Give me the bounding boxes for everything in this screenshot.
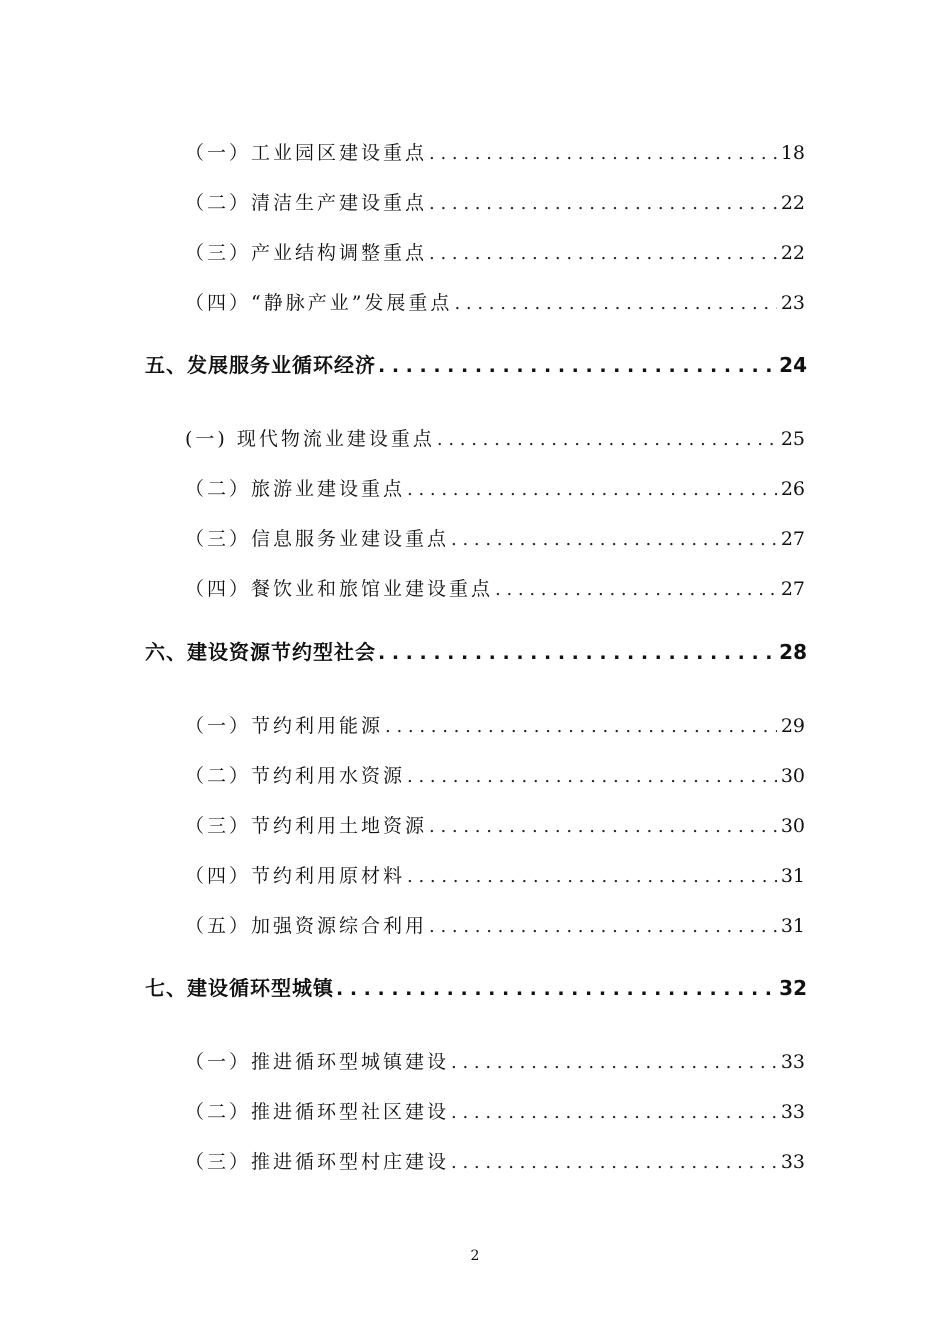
toc-entry-title: （三）产业结构调整重点 (185, 242, 428, 264)
toc-entry-title: （三）信息服务业建设重点 (185, 528, 450, 550)
toc-entry-page: 26 (780, 478, 805, 500)
toc-entry[interactable] (185, 861, 805, 888)
toc-entry-title: (一) 现代物流业建设重点 (185, 428, 435, 450)
dot-leader (407, 479, 777, 500)
toc-entry-title: （二）清洁生产建设重点 (185, 192, 428, 214)
toc-entry[interactable] (185, 574, 805, 601)
toc-entry[interactable] (185, 1047, 805, 1074)
dot-leader (451, 1052, 777, 1073)
toc-chapter-page: 28 (779, 640, 807, 664)
toc-entry-page: 23 (780, 292, 805, 314)
toc-entry-title: （一）节约利用能源 (185, 715, 384, 737)
toc-chapter-entry[interactable] (145, 972, 807, 1001)
toc-entry-title: （一）推进循环型城镇建设 (185, 1051, 450, 1073)
toc-entry-title: （二）推进循环型社区建设 (185, 1101, 450, 1123)
toc-entry-page: 22 (780, 192, 805, 214)
toc-entry[interactable] (185, 424, 805, 451)
toc-entry-page: 27 (780, 578, 805, 600)
toc-entry-page: 22 (780, 242, 805, 264)
toc-entry-page: 29 (780, 715, 805, 737)
toc-entry-title: （三）节约利用土地资源 (185, 815, 428, 837)
dot-leader (429, 916, 777, 937)
dot-leader (385, 716, 777, 737)
toc-entry[interactable] (185, 524, 805, 551)
toc-entry-page: 30 (780, 765, 805, 787)
dot-leader (429, 193, 777, 214)
toc-chapter-page: 24 (779, 353, 807, 377)
toc-entry[interactable] (185, 138, 805, 165)
dot-leader (429, 816, 777, 837)
toc-entry-page: 33 (780, 1101, 805, 1123)
dot-leader (378, 355, 775, 377)
toc-entry-page: 25 (780, 428, 805, 450)
toc-chapter-entry[interactable] (145, 636, 807, 665)
dot-leader (451, 529, 777, 550)
toc-entry-page: 33 (780, 1051, 805, 1073)
toc-entry-page: 18 (780, 142, 805, 164)
toc-entry-page: 31 (780, 865, 805, 887)
toc-entry[interactable] (185, 474, 805, 501)
toc-entry-page: 30 (780, 815, 805, 837)
dot-leader (451, 1102, 777, 1123)
toc-entry-title: （四）餐饮业和旅馆业建设重点 (185, 578, 494, 600)
dot-leader (407, 766, 777, 787)
toc-chapter-title: 六、建设资源节约型社会 (145, 640, 376, 664)
dot-leader (495, 579, 777, 600)
page-number: 2 (470, 1248, 480, 1264)
toc-entry[interactable] (185, 1097, 805, 1124)
dot-leader (378, 642, 775, 664)
toc-entry[interactable] (185, 911, 805, 938)
toc-entry-title: （五）加强资源综合利用 (185, 915, 428, 937)
dot-leader (454, 293, 776, 314)
toc-chapter-entry[interactable] (145, 349, 807, 378)
toc-chapter-title: 七、建设循环型城镇 (145, 976, 334, 1000)
toc-entry-title: （四）节约利用原材料 (185, 865, 406, 887)
toc-entry[interactable] (185, 288, 805, 315)
toc-entry-page: 31 (780, 915, 805, 937)
toc-entry-title: （四）“静脉产业”发展重点 (185, 292, 453, 314)
toc-chapter-page: 32 (779, 976, 807, 1000)
dot-leader (451, 1152, 777, 1173)
toc-entry-page: 27 (780, 528, 805, 550)
dot-leader (429, 243, 777, 264)
toc-entry-page: 33 (780, 1151, 805, 1173)
toc-entry-title: （二）节约利用水资源 (185, 765, 406, 787)
toc-entry[interactable] (185, 811, 805, 838)
dot-leader (429, 143, 777, 164)
toc-chapter-title: 五、发展服务业循环经济 (145, 353, 376, 377)
toc-entry[interactable] (185, 761, 805, 788)
toc-entry[interactable] (185, 238, 805, 265)
dot-leader (407, 866, 777, 887)
toc-entry-title: （一）工业园区建设重点 (185, 142, 428, 164)
dot-leader (336, 978, 775, 1000)
toc-entry[interactable] (185, 188, 805, 215)
toc-entry[interactable] (185, 711, 805, 738)
toc-entry[interactable] (185, 1147, 805, 1174)
dot-leader (437, 429, 777, 450)
toc-entry-title: （二）旅游业建设重点 (185, 478, 406, 500)
toc-entry-title: （三）推进循环型村庄建设 (185, 1151, 450, 1173)
